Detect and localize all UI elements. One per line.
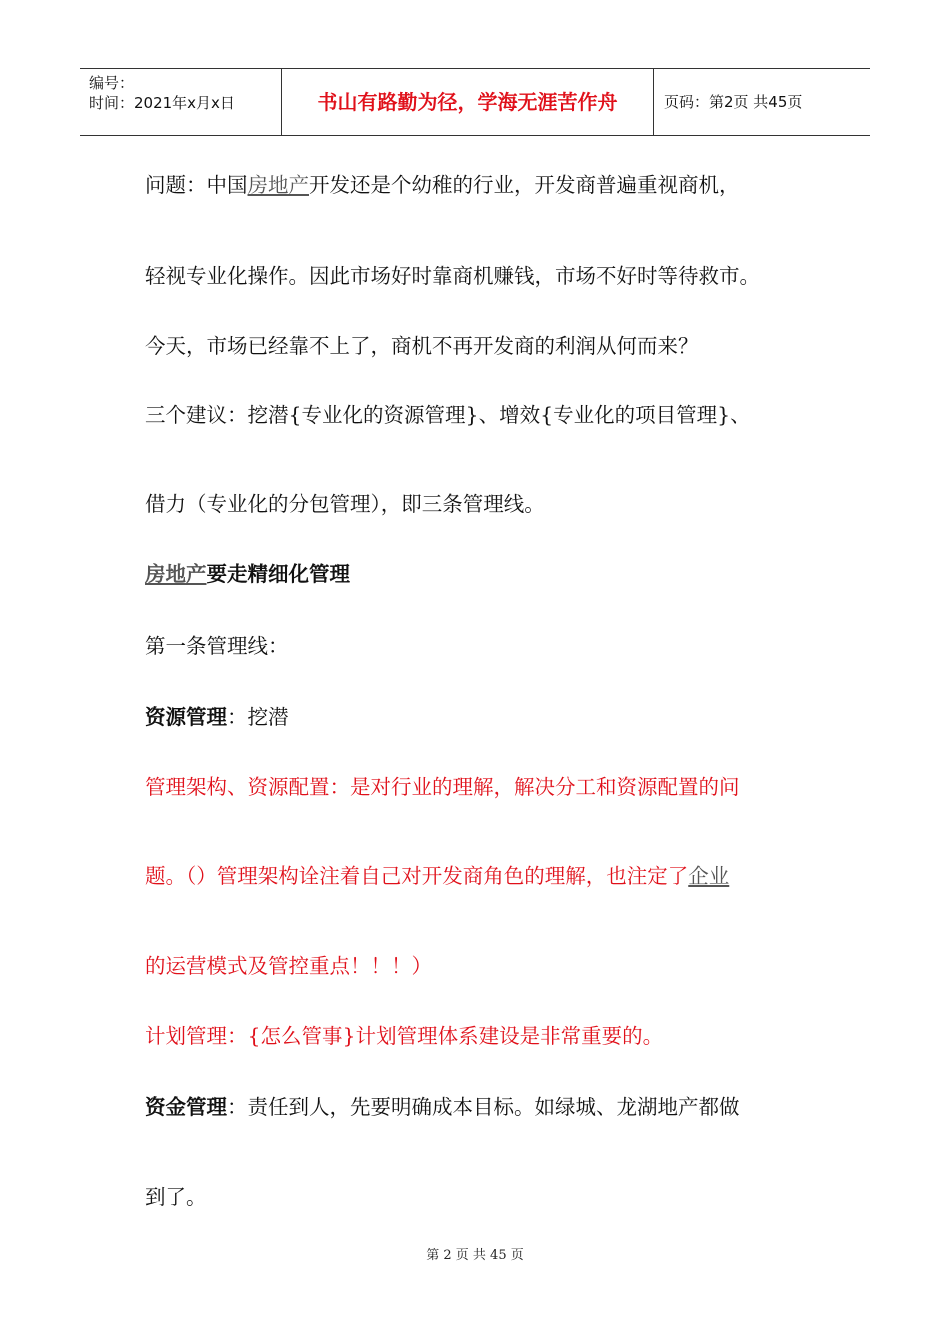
paragraph-text: 问题：中国 xyxy=(145,173,248,197)
term-label: 资金管理 xyxy=(145,1095,227,1119)
paragraph-line: 借力（专业化的分包管理），即三条管理线。 xyxy=(145,492,545,516)
paragraph-text: 开发还是个幼稚的行业，开发商普遍重视商机， xyxy=(309,173,740,197)
paragraph-line: 今天，市场已经靠不上了，商机不再开发商的利润从何而来？ xyxy=(145,334,699,358)
paragraph-text: ：责任到人，先要明确成本目标。如绿城、龙湖地产都做 xyxy=(227,1095,740,1119)
paragraph-problem xyxy=(145,171,740,199)
page-header xyxy=(80,68,870,136)
paragraph-text: 题。（）管理架构诠注着自己对开发商角色的理解，也注定了 xyxy=(145,864,689,888)
real-estate-heading-link[interactable]: 房地产 xyxy=(145,562,207,586)
document-number-label: 编号： xyxy=(89,74,135,92)
heading-text: 要走精细化管理 xyxy=(206,562,350,586)
header-page-indicator: 页码：第2页 共45页 xyxy=(664,93,803,111)
red-paragraph-line: 管理架构、资源配置：是对行业的理解，解决分工和资源配置的问 xyxy=(145,775,740,799)
paragraph-text: ：挖潜 xyxy=(227,705,289,729)
term-label: 资源管理 xyxy=(145,705,227,729)
header-meta-cell xyxy=(80,69,282,135)
red-paragraph-line xyxy=(145,862,729,890)
red-paragraph-plan: 计划管理：{怎么管事}计划管理体系建设是非常重要的。 xyxy=(145,1024,664,1048)
section-heading xyxy=(145,560,350,588)
page-footer: 第 2 页 共 45 页 xyxy=(426,1248,524,1263)
enterprise-link[interactable]: 企业 xyxy=(688,864,730,888)
red-paragraph-line: 的运营模式及管控重点！！！） xyxy=(145,954,432,978)
header-motto: 书山有路勤为径，学海无涯苦作舟 xyxy=(282,69,654,135)
document-time-label: 时间：2021年x月x日 xyxy=(89,94,235,112)
paragraph-first-line: 第一条管理线： xyxy=(145,634,289,658)
paragraph-line: 到了。 xyxy=(145,1185,207,1209)
paragraph-suggestions: 三个建议：挖潜{专业化的资源管理}、增效{专业化的项目管理}、 xyxy=(145,403,751,427)
real-estate-link[interactable]: 房地产 xyxy=(247,173,309,197)
paragraph-resource-management xyxy=(145,703,289,731)
paragraph-fund-management xyxy=(145,1093,740,1121)
paragraph-line: 轻视专业化操作。因此市场好时靠商机赚钱，市场不好时等待救市。 xyxy=(145,264,760,288)
